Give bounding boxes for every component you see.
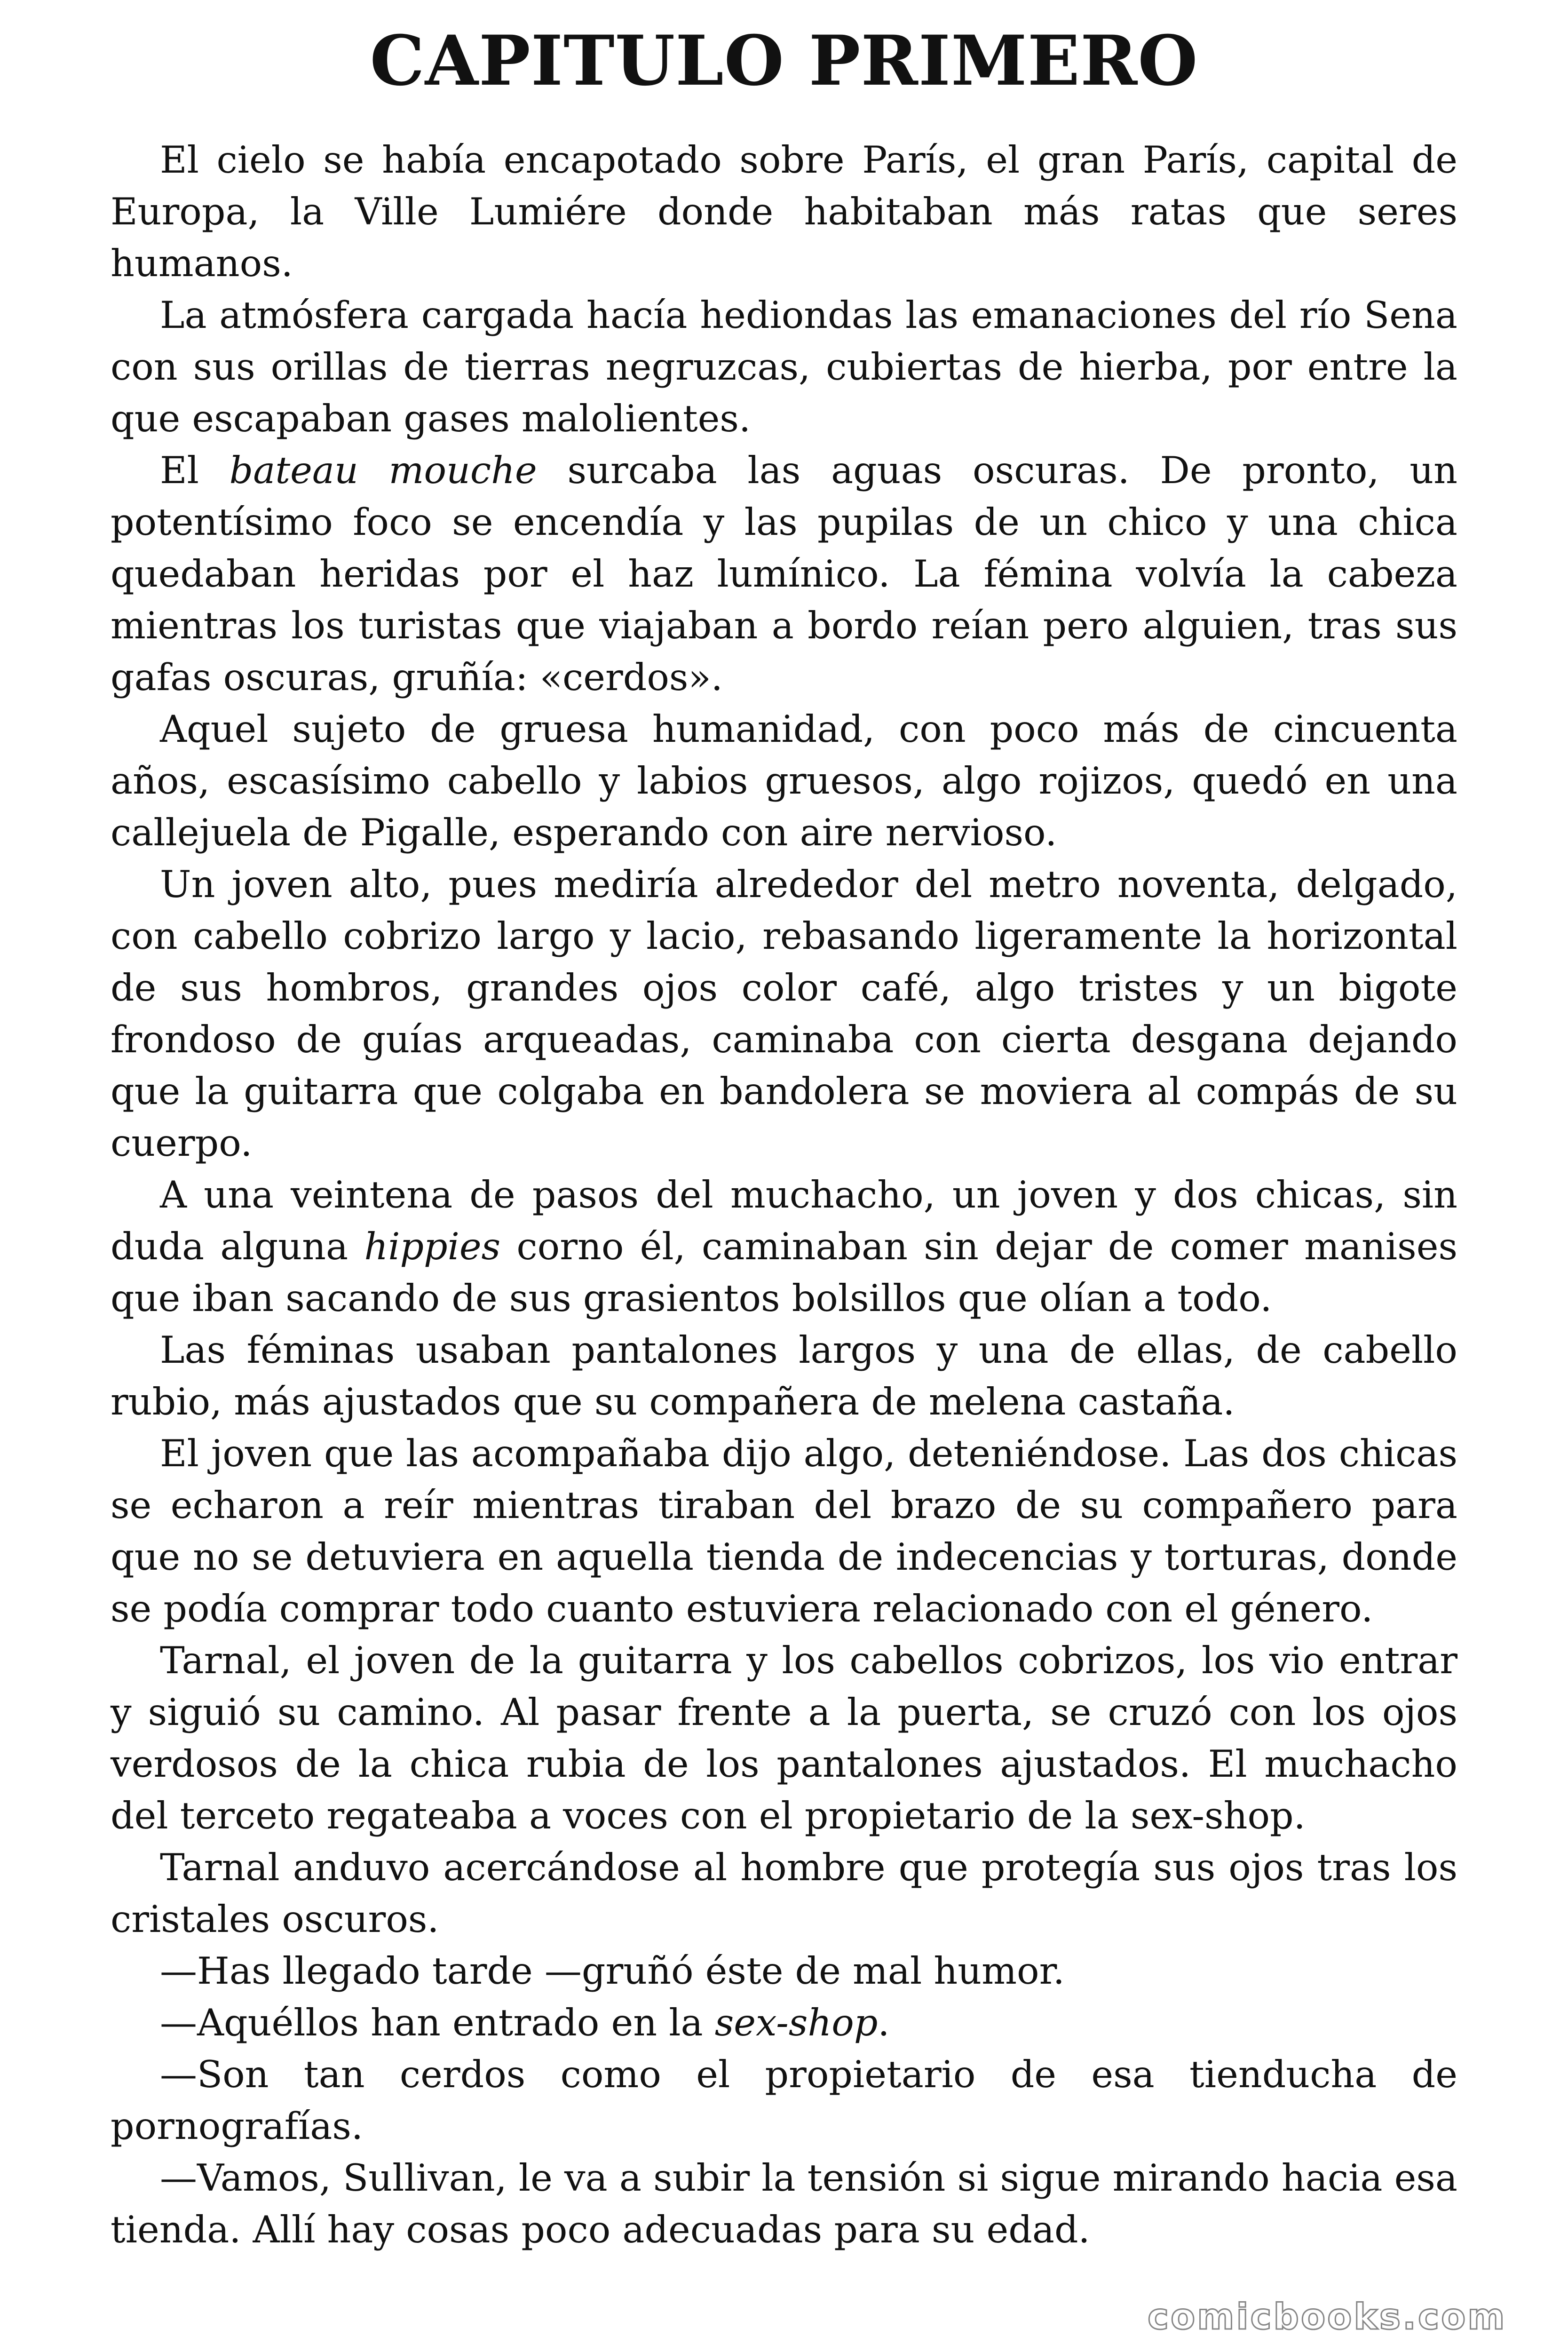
text-run: surcaba las aguas oscuras. De pronto, un potentísimo foco se encendía y las pupilas de un chico y una chica quedaban heridas por el haz lumínico. La fémina volvía la cabeza mientras los turistas que viajaban a bordo reían pero alguien, tras sus gafas oscuras, gruñía: «cerdos». — [111, 449, 1457, 699]
paragraph: Tarnal anduvo acercándose al hombre que protegía sus ojos tras los cristales oscuros. — [111, 1846, 1457, 1941]
dialogue-line: —Has llegado tarde —gruñó éste de mal humor. — [160, 1949, 1065, 1993]
book-page — [111, 19, 1457, 2256]
chapter-title: CAPITULO PRIMERO — [370, 21, 1198, 101]
paragraph: El joven que las acompañaba dijo algo, deteniéndose. Las dos chicas se echaron a reír mientras tiraban del brazo de su compañero para que no se detuviera en aquella tienda de indecencias y torturas, donde se podía comprar todo cuanto estuviera relacionado con el género. — [111, 1432, 1457, 1630]
dialogue-line — [111, 1997, 1457, 2049]
paragraph: El cielo se había encapotado sobre París, el gran París, capital de Europa, la Ville Lumiére donde habitaban más ratas que seres humanos. — [111, 138, 1457, 285]
paragraph: Un joven alto, pues mediría alrededor del metro noventa, delgado, con cabello cobrizo largo y lacio, rebasando ligeramente la horizontal de sus hombros, grandes ojos color café, algo tristes y un bigote frondoso de guías arqueadas, caminaba con cierta desgana dejando que la guitarra que colgaba en bandolera se moviera al compás de su cuerpo. — [111, 863, 1457, 1165]
italic-text: hippies — [364, 1225, 501, 1268]
text-run: . — [878, 2001, 890, 2044]
chapter-body — [111, 134, 1457, 2256]
paragraph: La atmósfera cargada hacía hediondas las emanaciones del río Sena con sus orillas de tierras negruzcas, cubiertas de hierba, por entre la que escapaban gases malolientes. — [111, 294, 1457, 440]
text-run: —Aquéllos han entrado en la — [160, 2001, 715, 2044]
paragraph: Las féminas usaban pantalones largos y una de ellas, de cabello rubio, más ajustados que su compañera de melena castaña. — [111, 1328, 1457, 1423]
paragraph: Tarnal, el joven de la guitarra y los cabellos cobrizos, los vio entrar y siguió su camino. Al pasar frente a la puerta, se cruzó con los ojos verdosos de la chica rubia de los pantalones ajustados. El muchacho del terceto regateaba a voces con el propietario de la sex-shop. — [111, 1639, 1457, 1837]
paragraph — [111, 1169, 1457, 1324]
text-run: corno él, caminaban sin dejar de comer manises que iban sacando de sus grasientos bolsillos que olían a todo. — [111, 1225, 1457, 1320]
paragraph: Aquel sujeto de gruesa humanidad, con poco más de cincuenta años, escasísimo cabello y labios gruesos, algo rojizos, quedó en una callejuela de Pigalle, esperando con aire nervioso. — [111, 707, 1457, 854]
italic-text: sex-shop — [714, 2001, 878, 2044]
italic-text: bateau mouche — [229, 449, 537, 492]
watermark: comicbooks.com — [1148, 2296, 1507, 2337]
text-run: A una veintena de pasos del muchacho, un joven y dos chicas, sin duda alguna — [111, 1173, 1457, 1268]
dialogue-line: —Vamos, Sullivan, le va a subir la tensión si sigue mirando hacia esa tienda. Allí hay cosas poco adecuadas para su edad. — [111, 2156, 1457, 2251]
dialogue-line: —Son tan cerdos como el propietario de esa tienducha de pornografías. — [111, 2053, 1457, 2148]
paragraph — [111, 445, 1457, 703]
text-run: El — [160, 449, 230, 492]
